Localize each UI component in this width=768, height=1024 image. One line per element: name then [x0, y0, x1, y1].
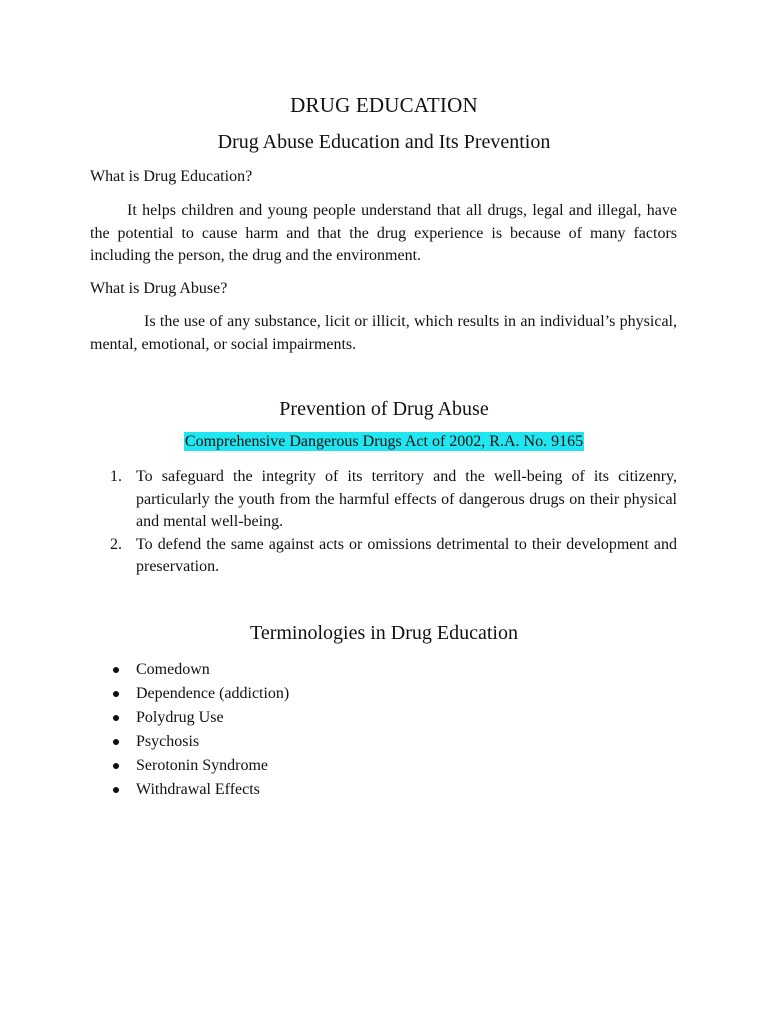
list-item [90, 706, 289, 730]
paragraph-drug-education: It helps children and young people understand that all drugs, legal and illegal, have the potential to cause harm and that the drug experience is because of many factors including the person, the drug and the environment. [90, 202, 677, 264]
document-title: DRUG EDUCATION [290, 93, 478, 117]
bullet-icon [113, 691, 119, 697]
list-item [90, 778, 289, 802]
list-item-text: To safeguard the integrity of its territory and the well-being of its citizenry, particularly the youth from the harmful effects of dangerous drugs on their physical and mental well-being. [136, 468, 677, 530]
act-reference [0, 433, 768, 451]
list-number: 2. [110, 535, 122, 553]
list-item [90, 534, 677, 579]
act-highlight: Comprehensive Dangerous Drugs Act of 2002, R.A. No. 9165 [184, 433, 584, 450]
bullet-icon [113, 763, 119, 769]
list-item [90, 466, 677, 534]
bullet-icon [113, 667, 119, 673]
list-item [90, 682, 289, 706]
question-drug-abuse: What is Drug Abuse? [90, 280, 228, 297]
list-number: 1. [110, 468, 122, 485]
list-item-text: Withdrawal Effects [136, 781, 260, 798]
question-drug-education: What is Drug Education? [90, 168, 253, 185]
list-item-text: Polydrug Use [136, 709, 224, 726]
list-item [90, 730, 289, 754]
list-item-text: To defend the same against acts or omissions detrimental to their development and preservation. [136, 535, 677, 575]
heading-prevention: Prevention of Drug Abuse [279, 398, 489, 420]
heading-terminologies: Terminologies in Drug Education [250, 622, 518, 644]
list-item-text: Psychosis [136, 733, 200, 750]
list-item-text: Serotonin Syndrome [136, 757, 268, 774]
bullet-icon [113, 715, 119, 721]
list-item [90, 754, 289, 778]
list-item-text: Dependence (addiction) [136, 685, 290, 702]
document-subtitle: Drug Abuse Education and Its Prevention [217, 131, 551, 153]
bullet-icon [113, 739, 119, 745]
list-item-text: Comedown [136, 661, 210, 678]
terminologies-list [90, 658, 289, 802]
bullet-icon [113, 787, 119, 793]
prevention-list [90, 466, 677, 579]
list-item [90, 658, 289, 682]
paragraph-drug-abuse: Is the use of any substance, licit or illicit, which results in an individual’s physical, mental, emotional, or social impairments. [90, 313, 677, 353]
